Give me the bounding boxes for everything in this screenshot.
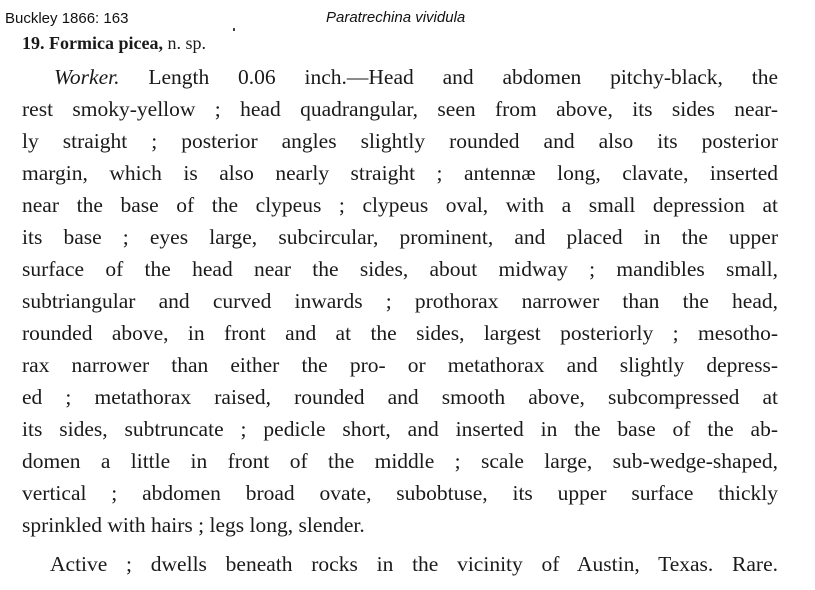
description-line: surface of the head near the sides, about midway ; mandibles small,	[22, 257, 778, 281]
description-line: rest smoky-yellow ; head quadrangular, seen from above, its sides near-	[22, 97, 778, 121]
citation-label: Buckley 1866: 163	[5, 10, 129, 27]
description-line: ed ; metathorax raised, rounded and smooth above, subcompressed at	[22, 385, 778, 409]
species-name: Formica picea,	[49, 33, 163, 53]
description-line: sprinkled with hairs ; legs long, slender.	[22, 513, 365, 537]
scan-speck	[233, 28, 235, 31]
current-species-name: Paratrechina vividula	[326, 9, 466, 26]
species-status: n. sp.	[167, 33, 206, 53]
description-line: ly straight ; posterior angles slightly rounded and also its posterior	[22, 129, 778, 153]
species-heading	[22, 33, 206, 54]
description-line-text: Length 0.06 inch.—Head and abdomen pitchy-black, the	[148, 65, 778, 89]
caste-label: Worker.	[54, 65, 120, 89]
habitat-paragraph: Active ; dwells beneath rocks in the vicinity of Austin, Texas. Rare.	[50, 552, 778, 576]
description-paragraph	[22, 61, 778, 541]
description-line: subtriangular and curved inwards ; prothorax narrower than the head,	[22, 289, 778, 313]
description-line: margin, which is also nearly straight ; antennæ long, clavate, inserted	[22, 161, 778, 185]
description-line: domen a little in front of the middle ; scale large, sub-wedge-shaped,	[22, 449, 778, 473]
species-number: 19.	[22, 33, 45, 53]
description-line: rounded above, in front and at the sides, largest posteriorly ; mesotho-	[22, 321, 778, 345]
description-line: its base ; eyes large, subcircular, prominent, and placed in the upper	[22, 225, 778, 249]
description-line: rax narrower than either the pro- or metathorax and slightly depress-	[22, 353, 778, 377]
description-line	[22, 61, 778, 93]
description-line: near the base of the clypeus ; clypeus oval, with a small depression at	[22, 193, 778, 217]
description-line: vertical ; abdomen broad ovate, subobtuse, its upper surface thickly	[22, 481, 778, 505]
description-line: its sides, subtruncate ; pedicle short, and inserted in the base of the ab-	[22, 417, 778, 441]
